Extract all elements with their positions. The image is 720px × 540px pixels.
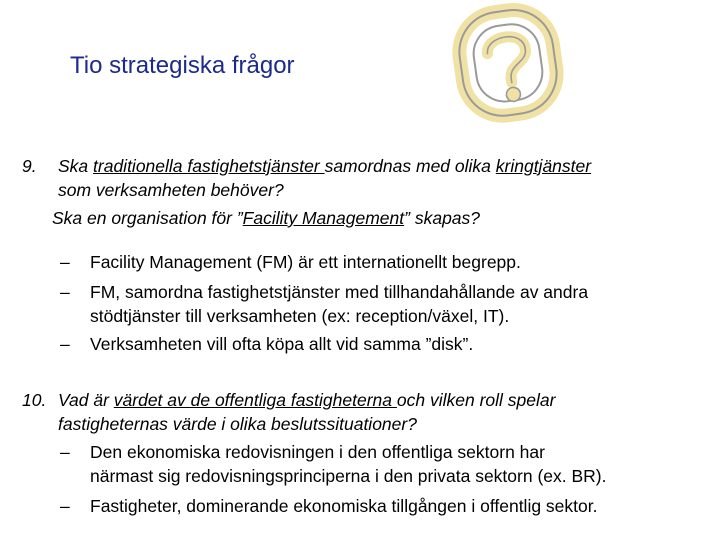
q9-term-peripheral-services: kringtjänster xyxy=(495,156,592,176)
q9-bullet-2-dash: – xyxy=(60,282,70,302)
q9-line-3: Ska en organisation för ”Facility Management” skapas? xyxy=(52,208,481,228)
q10-line-2: fastigheternas värde i olika beslutssituationer? xyxy=(58,414,417,434)
q9-line-2: som verksamheten behöver? xyxy=(58,180,284,200)
q9-term-traditional-services: traditionella fastighetstjänster xyxy=(93,156,325,176)
question-mark-icon xyxy=(437,3,577,123)
q9-bullet-1-dash: – xyxy=(60,252,70,272)
q10-line-1: Vad är värdet av de offentliga fastigheterna och vilken roll spelar xyxy=(58,390,556,410)
q9-bullet-2-line-1: FM, samordna fastighetstjänster med tillhandahållande av andra xyxy=(90,282,589,302)
q10-bullet-2: Fastigheter, dominerande ekonomiska tillgången i offentlig sektor. xyxy=(90,496,598,516)
q10-number: 10. xyxy=(22,390,47,410)
q9-bullet-1: Facility Management (FM) är ett internationellt begrepp. xyxy=(90,252,521,272)
q9-term-facility-management: Facility Management xyxy=(242,208,405,228)
q9-bullet-3-dash: – xyxy=(60,334,70,354)
q10-bullet-2-dash: – xyxy=(60,496,70,516)
q9-number: 9. xyxy=(22,156,37,176)
q10-term-value-of-public-properties: värdet av de offentliga fastigheterna xyxy=(113,390,397,410)
q10-bullet-1-dash: – xyxy=(60,442,70,462)
q10-bullet-1-line-1: Den ekonomiska redovisningen i den offentliga sektorn har xyxy=(90,442,545,462)
q9-bullet-2-line-2: stödtjänster till verksamheten (ex: reception/växel, IT). xyxy=(90,306,510,326)
slide-title: Tio strategiska frågor xyxy=(70,52,295,79)
q10-bullet-1-line-2: närmast sig redovisningsprinciperna i den privata sektorn (ex. BR). xyxy=(90,466,607,486)
q9-line-1: Ska traditionella fastighetstjänster samordnas med olika kringtjänster xyxy=(58,156,592,176)
q9-bullet-3: Verksamheten vill ofta köpa allt vid samma ”disk”. xyxy=(90,334,474,354)
